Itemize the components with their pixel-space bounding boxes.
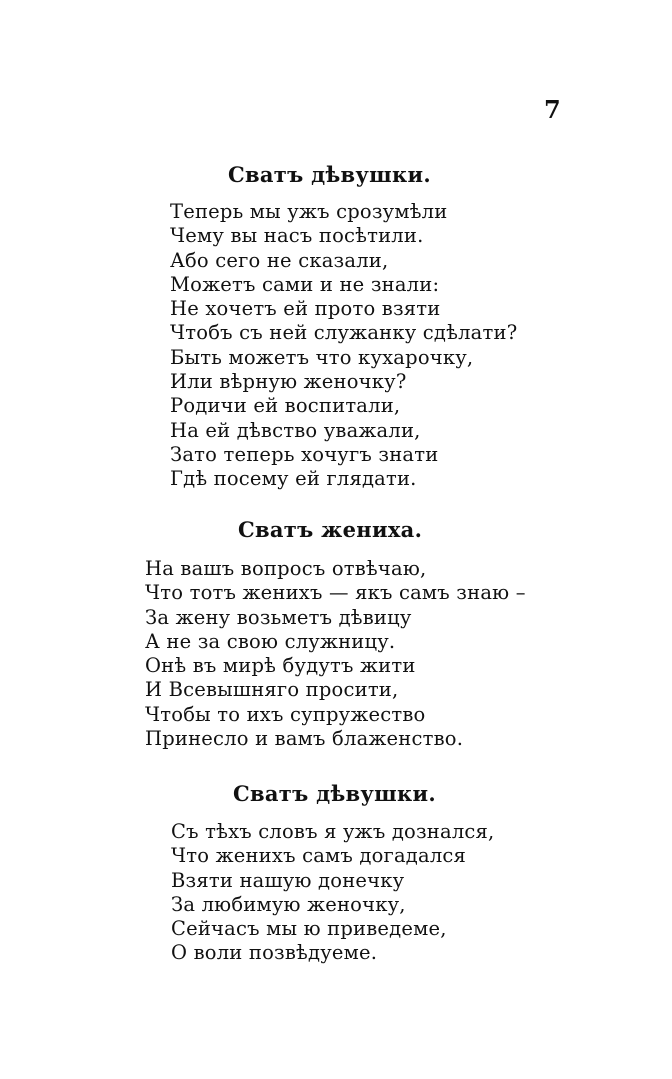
verse-line: Взяти нашую донечку — [171, 868, 405, 892]
verse-line: На вашъ вопросъ отвѣчаю, — [145, 557, 427, 580]
verse-line: Чтобъ съ ней служанку сдѣлати? — [170, 321, 518, 345]
verse-line: Можетъ сами и не знали: — [170, 272, 440, 296]
verse-line: А не за свою служницу. — [145, 629, 396, 653]
verse-line: За любимую женочку, — [171, 892, 406, 916]
verse-line: Или вѣрную женочку? — [170, 370, 407, 394]
section-heading-svat-zhenikha: Сватъ жениха. — [238, 517, 423, 542]
verse-line: О воли позвѣдуеме. — [171, 941, 378, 965]
verse-line: За жену возьметъ дѣвицу — [145, 605, 412, 629]
verse-line: Гдѣ посему ей глядати. — [170, 467, 417, 491]
verse-line: Зато теперь хочугъ знати — [170, 442, 439, 466]
verse-block-1 — [170, 200, 517, 492]
verse-line: Чему вы насъ посѣтили. — [170, 224, 424, 248]
verse-line: Чтобы то ихъ супружество — [145, 702, 426, 726]
verse-line: И Всевышняго просити, — [145, 678, 399, 702]
page-number: 7 — [544, 95, 561, 124]
section-heading-svat-devushki-1: Сватъ дѣвушки. — [228, 162, 431, 187]
section-heading-svat-devushki-2: Сватъ дѣвушки. — [233, 781, 436, 806]
verse-line: Быть можетъ что кухарочку, — [170, 345, 474, 369]
verse-line: Принесло и вамъ блаженство. — [145, 727, 464, 751]
verse-line: Родичи ей воспитали, — [170, 394, 401, 418]
verse-line: Теперь мы ужъ срозумѣли — [170, 200, 448, 223]
verse-line: Съ тѣхъ словъ я ужъ дознался, — [171, 820, 495, 843]
verse-line: Або сего не сказали, — [170, 248, 389, 272]
verse-line: На ей дѣвство уважали, — [170, 418, 421, 442]
verse-line: Не хочетъ ей прото взяти — [170, 297, 441, 321]
verse-block-2 — [145, 557, 526, 751]
verse-line: Онѣ въ мирѣ будутъ жити — [145, 654, 416, 678]
verse-line: Что женихъ самъ догадался — [171, 844, 467, 868]
verse-line: Что тотъ женихъ — якъ самъ знаю – — [145, 581, 526, 605]
verse-line: Сейчасъ мы ю приведеме, — [171, 917, 447, 941]
verse-block-3 — [171, 820, 494, 966]
